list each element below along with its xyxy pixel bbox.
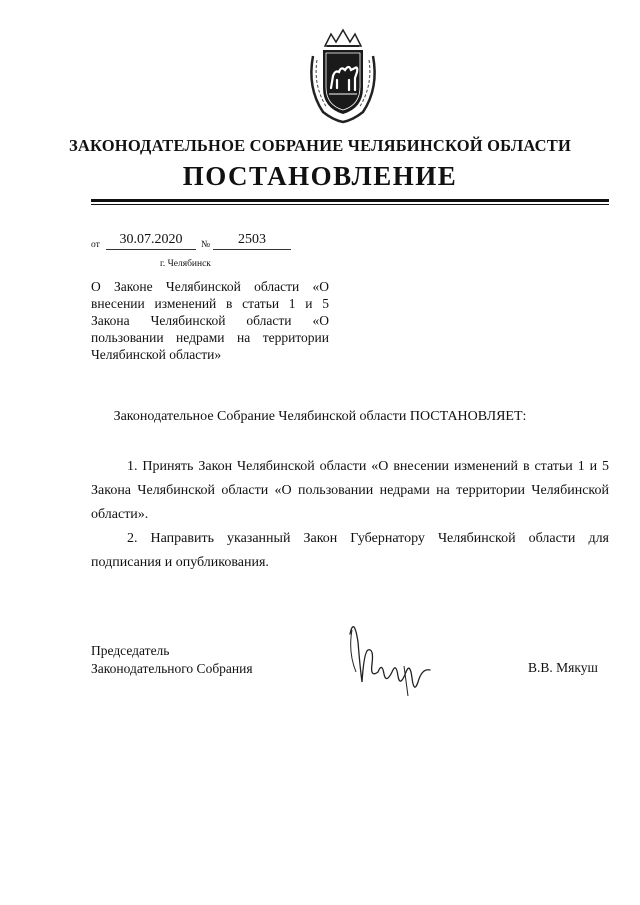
date-prefix: от (91, 240, 100, 250)
resolution-item-2: 2. Направить указанный Закон Губернатору Челябинской области для подписания и опубликования. (91, 531, 609, 570)
organization-title: ЗАКОНОДАТЕЛЬНОЕ СОБРАНИЕ ЧЕЛЯБИНСКОЙ ОБЛАСТИ (68, 136, 572, 155)
coat-of-arms-icon (303, 28, 383, 124)
resolution-item-1: 1. Принять Закон Челябинской области «О внесении изменений в статьи 1 и 5 Закона Челябинской области «О пользовании недрами на территории Челябинской области». (91, 459, 609, 522)
header-divider-thick (91, 199, 609, 202)
document-details (91, 232, 311, 252)
signer-role-line-2: Законодательного Собрания (91, 661, 253, 676)
document-subject: О Законе Челябинской области «О внесении изменений в статьи 1 и 5 Закона Челябинской области «О пользовании недрами на территории Челябинской области» (91, 279, 329, 362)
document-date: 30.07.2020 (106, 232, 196, 250)
resolve-line: Законодательное Собрание Челябинской области ПОСТАНОВЛЯЕТ: (113, 409, 527, 424)
number-prefix: № (201, 240, 211, 250)
header-divider-thin (91, 204, 609, 205)
signer-name: В.В. Мякуш (528, 660, 598, 675)
document-city: г. Челябинск (160, 259, 211, 269)
signer-role-line-1: Председатель (91, 643, 170, 658)
document-type-title: ПОСТАНОВЛЕНИЕ (182, 161, 458, 191)
handwritten-signature-icon (338, 612, 438, 702)
document-number: 2503 (213, 232, 291, 250)
signer-role (91, 642, 253, 678)
